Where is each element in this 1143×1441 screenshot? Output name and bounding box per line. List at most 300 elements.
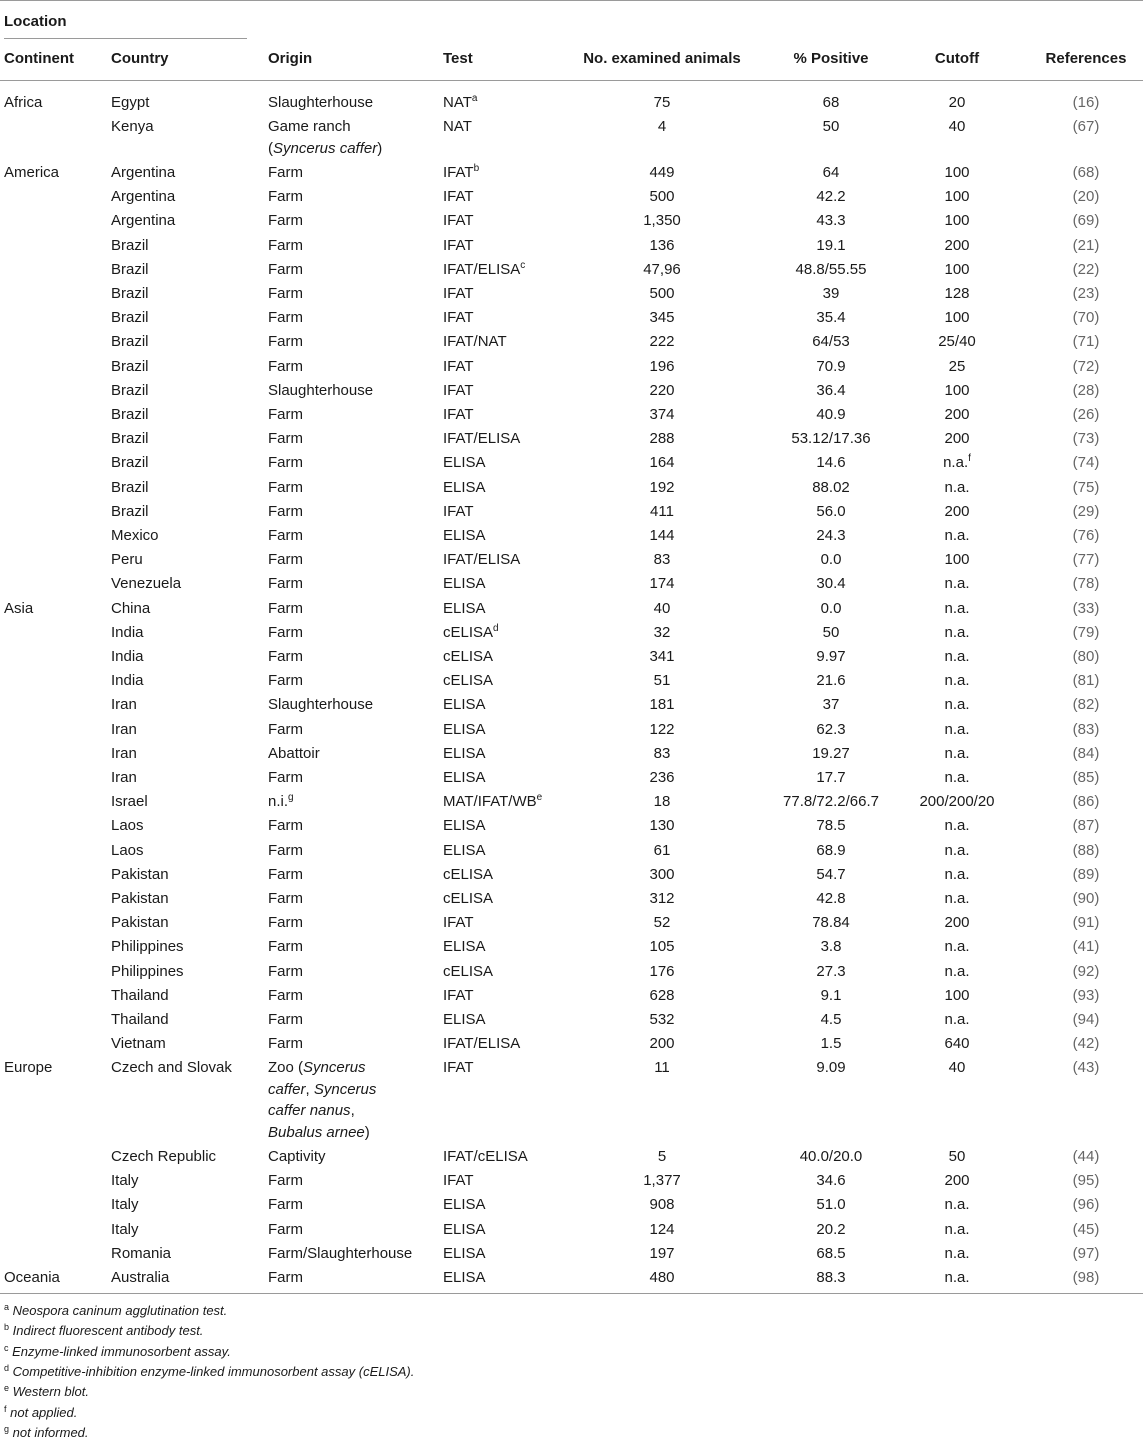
country-cell: Thailand xyxy=(111,1010,169,1028)
examined-cell: 480 xyxy=(649,1269,675,1286)
reference-cell: (22) xyxy=(1072,260,1100,278)
footnote-mark: a xyxy=(471,93,478,104)
origin-cell xyxy=(268,549,428,571)
table-row xyxy=(0,92,1143,114)
origin-cell xyxy=(268,646,428,668)
table-row xyxy=(0,404,1143,426)
origin-cell xyxy=(268,791,428,813)
top-rule xyxy=(0,0,1143,1)
test-cell: cELISA xyxy=(443,962,494,980)
country-cell: Israel xyxy=(111,793,148,811)
reference-cell: (70) xyxy=(1072,309,1100,327)
country-cell: Brazil xyxy=(111,236,149,254)
origin-line: Slaughterhouse xyxy=(268,94,374,111)
test-cell: IFAT xyxy=(443,502,474,520)
reference-cell: (78) xyxy=(1072,575,1100,593)
table-row xyxy=(0,1009,1143,1031)
country-cell: Pakistan xyxy=(111,914,169,932)
reference-cell: (23) xyxy=(1072,284,1100,302)
origin-line: caffer nanus, xyxy=(268,1102,355,1120)
positive-cell: 20.2 xyxy=(816,1220,846,1238)
country-cell: India xyxy=(111,672,144,690)
test-cell: IFAT/NAT xyxy=(443,333,507,351)
reference-cell: (21) xyxy=(1072,236,1100,254)
table-row xyxy=(0,162,1143,184)
footnote-text: not applied. xyxy=(10,1404,78,1420)
reference-cell: (95) xyxy=(1072,1172,1100,1190)
reference-cell: (67) xyxy=(1072,118,1100,136)
origin-line: Farm xyxy=(268,1035,303,1053)
cutoff-cell: 40 xyxy=(948,1059,966,1077)
positive-cell: 78.84 xyxy=(812,914,850,932)
reference-cell: (75) xyxy=(1072,478,1100,496)
footnote xyxy=(4,1425,89,1440)
country-cell: India xyxy=(111,623,144,641)
table-row xyxy=(0,235,1143,257)
table-row xyxy=(0,549,1143,571)
positive-cell: 40.9 xyxy=(816,405,846,423)
country-cell: Italy xyxy=(111,1172,139,1190)
positive-cell: 64/53 xyxy=(812,333,850,351)
origin-line: Farm xyxy=(268,405,303,423)
test-cell: ELISA xyxy=(443,1010,486,1028)
cutoff-cell: 100 xyxy=(944,212,970,230)
continent-cell: Europe xyxy=(4,1059,53,1077)
test-cell: ELISA xyxy=(443,599,486,617)
reference-cell: (98) xyxy=(1072,1269,1100,1286)
table-row xyxy=(0,116,1143,159)
examined-cell: 136 xyxy=(649,236,675,254)
examined-cell: 1,377 xyxy=(643,1172,681,1190)
origin-cell xyxy=(268,815,428,837)
table-row xyxy=(0,210,1143,232)
reference-cell: (96) xyxy=(1072,1196,1100,1214)
reference-cell: (26) xyxy=(1072,405,1100,423)
footnote xyxy=(4,1384,89,1399)
positive-cell: 19.1 xyxy=(816,236,846,254)
origin-cell xyxy=(268,1194,428,1216)
origin-line: Farm xyxy=(268,163,303,181)
cutoff-cell: n.a. xyxy=(944,623,970,641)
country-cell: Iran xyxy=(111,696,137,714)
cutoff-cell: n.a. xyxy=(944,1010,970,1028)
reference-cell: (97) xyxy=(1072,1244,1100,1262)
footnote-mark: d xyxy=(493,622,499,634)
examined-cell: 236 xyxy=(649,768,675,786)
footnote-text: not informed. xyxy=(12,1424,89,1440)
examined-cell: 75 xyxy=(653,94,671,111)
test-cell: ELISA xyxy=(443,1269,486,1286)
origin-line: Farm xyxy=(268,938,303,956)
origin-cell xyxy=(268,1057,428,1143)
origin-line: Farm xyxy=(268,914,303,932)
cutoff-cell: 100 xyxy=(944,381,970,399)
reference-cell: (42) xyxy=(1072,1035,1100,1053)
country-cell: Australia xyxy=(111,1269,170,1286)
examined-cell: 124 xyxy=(649,1220,675,1238)
footnote-text: Indirect fluorescent antibody test. xyxy=(12,1323,204,1339)
origin-line: Farm xyxy=(268,430,303,448)
location-group-rule xyxy=(4,38,247,39)
examined-cell: 192 xyxy=(649,478,675,496)
test-cell: ELISA xyxy=(443,575,486,593)
origin-line: Farm xyxy=(268,889,303,907)
origin-line: Abattoir xyxy=(268,744,320,762)
origin-line: Farm xyxy=(268,284,303,302)
test-cell: ELISA xyxy=(443,478,486,496)
examined-cell: 174 xyxy=(649,575,675,593)
test-cell: IFAT/ELISA xyxy=(443,1035,521,1053)
country-cell: Brazil xyxy=(111,430,149,448)
location-group-header: Location xyxy=(4,13,67,30)
cutoff-cell: 200 xyxy=(944,502,970,520)
positive-cell: 0.0 xyxy=(820,551,842,569)
examined-cell: 628 xyxy=(649,986,675,1004)
reference-cell: (77) xyxy=(1072,551,1100,569)
test-cell: ELISA xyxy=(443,526,486,544)
footnote-mark: c xyxy=(4,1342,9,1353)
footnote-mark: g xyxy=(288,792,294,804)
examined-cell: 61 xyxy=(653,841,671,859)
examined-cell: 51 xyxy=(653,672,671,690)
origin-line: Zoo (Syncerus xyxy=(268,1059,366,1077)
country-cell: Argentina xyxy=(111,212,176,230)
country-cell: Brazil xyxy=(111,260,149,278)
reference-cell: (44) xyxy=(1072,1148,1100,1165)
table-row xyxy=(0,815,1143,837)
table-row xyxy=(0,912,1143,934)
table-row xyxy=(0,380,1143,402)
positive-cell: 27.3 xyxy=(816,962,846,980)
cutoff-cell: 100 xyxy=(944,551,970,569)
examined-cell: 4 xyxy=(657,118,667,136)
test-cell: IFAT xyxy=(443,1059,474,1077)
examined-cell: 144 xyxy=(649,526,675,544)
origin-line: Farm xyxy=(268,309,303,327)
positive-cell: 39 xyxy=(822,284,840,302)
positive-cell: 35.4 xyxy=(816,309,846,327)
origin-line: Slaughterhouse xyxy=(268,696,374,714)
cutoff-cell: 100 xyxy=(944,309,970,327)
positive-cell: 56.0 xyxy=(816,502,846,520)
country-cell: Pakistan xyxy=(111,865,169,883)
origin-cell xyxy=(268,525,428,547)
reference-cell: (88) xyxy=(1072,841,1100,859)
origin-line: Farm/Slaughterhouse xyxy=(268,1244,413,1262)
origin-line: n.i.$^g$ xyxy=(268,792,294,811)
footnote-mark: e xyxy=(536,792,543,804)
examined-cell: 374 xyxy=(649,405,675,423)
origin-cell xyxy=(268,912,428,934)
positive-cell: 62.3 xyxy=(816,720,846,738)
origin-line: Farm xyxy=(268,865,303,883)
positive-cell: 42.2 xyxy=(816,188,846,206)
positive-cell: 9.97 xyxy=(816,647,846,665)
country-cell: Peru xyxy=(111,551,143,569)
cutoff-cell: 40 xyxy=(948,118,966,136)
origin-line: Farm xyxy=(268,672,303,690)
examined-cell: 288 xyxy=(649,430,675,448)
footnote-mark: a xyxy=(4,1302,10,1312)
origin-cell xyxy=(268,1219,428,1241)
country-cell: Kenya xyxy=(111,118,154,136)
country-cell: Iran xyxy=(111,720,137,738)
examined-cell: 5 xyxy=(657,1148,667,1165)
cutoff-cell: n.a. xyxy=(944,1244,970,1262)
origin-cell xyxy=(268,1146,428,1168)
table-row xyxy=(0,1267,1143,1289)
positive-cell: 50 xyxy=(822,118,840,136)
footnote xyxy=(4,1323,203,1338)
reference-cell: (84) xyxy=(1072,744,1100,762)
test-cell: ELISA xyxy=(443,696,486,714)
positive-cell: 68.5 xyxy=(816,1244,846,1262)
origin-cell xyxy=(268,961,428,983)
origin-cell xyxy=(268,283,428,305)
origin-line: Farm xyxy=(268,502,303,520)
test-cell: ELISA xyxy=(443,768,486,786)
table-row xyxy=(0,477,1143,499)
country-cell: Iran xyxy=(111,744,137,762)
test-cell: IFAT xyxy=(443,986,474,1004)
positive-cell: 42.8 xyxy=(816,889,846,907)
origin-cell xyxy=(268,452,428,474)
origin-line: Farm xyxy=(268,768,303,786)
origin-line: Farm xyxy=(268,526,303,544)
cutoff-cell: n.a. xyxy=(944,1269,970,1286)
cutoff-cell: 50 xyxy=(948,1148,966,1165)
examined-cell: 176 xyxy=(649,962,675,980)
header-country: Country xyxy=(111,50,169,67)
country-cell: Brazil xyxy=(111,333,149,351)
header-continent: Continent xyxy=(4,50,74,67)
reference-cell: (82) xyxy=(1072,696,1100,714)
examined-cell: 197 xyxy=(649,1244,675,1262)
header-cutoff: Cutoff xyxy=(934,50,980,67)
positive-cell: 36.4 xyxy=(816,381,846,399)
cutoff-cell: 200 xyxy=(944,405,970,423)
origin-line: Farm xyxy=(268,212,303,230)
origin-cell xyxy=(268,428,428,450)
table-row xyxy=(0,791,1143,813)
examined-cell: 196 xyxy=(649,357,675,375)
examined-cell: 345 xyxy=(649,309,675,327)
origin-line: Farm xyxy=(268,720,303,738)
origin-line: Farm xyxy=(268,454,303,472)
test-cell: ELISA xyxy=(443,454,486,472)
country-cell: Philippines xyxy=(111,962,184,980)
table-row xyxy=(0,1033,1143,1055)
table-row xyxy=(0,307,1143,329)
origin-cell xyxy=(268,622,428,644)
origin-line: Slaughterhouse xyxy=(268,381,374,399)
origin-line: Farm xyxy=(268,599,303,617)
origin-cell xyxy=(268,307,428,329)
examined-cell: 52 xyxy=(653,914,671,932)
test-cell: IFAT/ELISA xyxy=(443,551,521,569)
cutoff-cell: 128 xyxy=(944,284,970,302)
origin-cell xyxy=(268,235,428,257)
header-origin: Origin xyxy=(268,50,313,67)
origin-line: Farm xyxy=(268,623,303,641)
origin-line: Farm xyxy=(268,1172,303,1190)
footnote-mark: b xyxy=(4,1322,10,1333)
cutoff-cell: 20 xyxy=(948,94,966,111)
test-cell: IFAT xyxy=(443,1172,474,1190)
origin-cell xyxy=(268,186,428,208)
cutoff-cell: n.a. xyxy=(944,841,970,859)
origin-cell xyxy=(268,1033,428,1055)
header-examined-animals: No. examined animals xyxy=(583,50,741,67)
origin-cell xyxy=(268,598,428,620)
origin-cell xyxy=(268,767,428,789)
examined-cell: 18 xyxy=(653,793,671,811)
header-percent-positive: % Positive xyxy=(793,50,869,67)
examined-cell: 181 xyxy=(649,696,675,714)
positive-cell: 77.8/72.2/66.7 xyxy=(783,793,879,811)
test-cell: IFAT/cELISA xyxy=(443,1148,528,1165)
cutoff-cell: 200 xyxy=(944,236,970,254)
positive-cell: 50 xyxy=(822,623,840,641)
reference-cell: (74) xyxy=(1072,454,1100,472)
footnote xyxy=(4,1405,77,1420)
positive-cell: 9.09 xyxy=(816,1059,846,1077)
test-cell: ELISA xyxy=(443,1244,486,1262)
test-cell: IFAT/ELISA xyxy=(443,430,521,448)
country-cell: Argentina xyxy=(111,163,176,181)
examined-cell: 908 xyxy=(649,1196,675,1214)
positive-cell: 9.1 xyxy=(820,986,842,1004)
examined-cell: 200 xyxy=(649,1035,675,1053)
footnote-mark: b xyxy=(473,162,480,174)
origin-cell xyxy=(268,936,428,958)
examined-cell: 1,350 xyxy=(643,212,681,230)
footnote-text: Competitive-inhibition enzyme-linked immunosorbent assay (cELISA). xyxy=(12,1363,415,1379)
reference-cell: (85) xyxy=(1072,768,1100,786)
country-cell: Romania xyxy=(111,1244,172,1262)
country-cell: Brazil xyxy=(111,454,149,472)
origin-cell xyxy=(268,840,428,862)
table-row xyxy=(0,985,1143,1007)
origin-cell xyxy=(268,116,428,159)
table-row xyxy=(0,1219,1143,1241)
table-row xyxy=(0,525,1143,547)
reference-cell: (94) xyxy=(1072,1010,1100,1028)
table-row xyxy=(0,186,1143,208)
cutoff-cell: n.a. xyxy=(944,696,970,714)
reference-cell: (43) xyxy=(1072,1059,1100,1077)
examined-cell: 83 xyxy=(653,551,671,569)
reference-cell: (83) xyxy=(1072,720,1100,738)
positive-cell: 68 xyxy=(822,94,840,111)
country-cell: Thailand xyxy=(111,986,169,1004)
positive-cell: 37 xyxy=(822,696,840,714)
origin-cell xyxy=(268,92,428,114)
cutoff-cell: 100 xyxy=(944,163,970,181)
cutoff-cell: n.a. xyxy=(944,744,970,762)
cutoff-cell: n.a. xyxy=(944,575,970,593)
cutoff-cell: n.a. xyxy=(944,1220,970,1238)
origin-cell xyxy=(268,1009,428,1031)
origin-line: Farm xyxy=(268,333,303,351)
country-cell: Mexico xyxy=(111,526,159,544)
continent-cell: Africa xyxy=(4,94,43,111)
table-row xyxy=(0,598,1143,620)
test-cell: IFAT xyxy=(443,357,474,375)
test-cell: NAT$^a$ xyxy=(443,93,478,111)
footnote-mark: g xyxy=(4,1423,10,1434)
reference-cell: (90) xyxy=(1072,889,1100,907)
origin-cell xyxy=(268,864,428,886)
table-row xyxy=(0,864,1143,886)
positive-cell: 43.3 xyxy=(816,212,846,230)
cutoff-cell: n.a. xyxy=(944,526,970,544)
footnote xyxy=(4,1344,231,1359)
table-row xyxy=(0,1146,1143,1168)
reference-cell: (89) xyxy=(1072,865,1100,883)
table-row xyxy=(0,767,1143,789)
examined-cell: 222 xyxy=(649,333,675,351)
origin-line: Farm xyxy=(268,841,303,859)
test-cell: ELISA xyxy=(443,938,486,956)
footnote-mark: d xyxy=(4,1362,10,1373)
test-cell: cELISA xyxy=(443,865,494,883)
positive-cell: 68.9 xyxy=(816,841,846,859)
origin-cell xyxy=(268,743,428,765)
table-row xyxy=(0,331,1143,353)
cutoff-cell: 200 xyxy=(944,430,970,448)
test-cell: IFAT xyxy=(443,914,474,932)
origin-cell xyxy=(268,1170,428,1192)
origin-line: Farm xyxy=(268,1196,303,1214)
header-references: References xyxy=(1045,50,1127,67)
origin-line: (Syncerus caffer) xyxy=(268,139,383,157)
table-row xyxy=(0,1170,1143,1192)
country-cell: Iran xyxy=(111,768,137,786)
origin-line: Farm xyxy=(268,236,303,254)
reference-cell: (93) xyxy=(1072,986,1100,1004)
reference-cell: (81) xyxy=(1072,672,1100,690)
origin-line: Farm xyxy=(268,962,303,980)
origin-cell xyxy=(268,501,428,523)
table-row xyxy=(0,452,1143,474)
footnote xyxy=(4,1364,414,1379)
table-row xyxy=(0,840,1143,862)
test-cell: ELISA xyxy=(443,744,486,762)
positive-cell: 48.8/55.55 xyxy=(795,260,867,278)
examined-cell: 220 xyxy=(649,381,675,399)
country-cell: Czech Republic xyxy=(111,1148,217,1165)
country-cell: Venezuela xyxy=(111,575,182,593)
footnote-mark: e xyxy=(4,1383,10,1394)
table-row xyxy=(0,622,1143,644)
origin-cell xyxy=(268,670,428,692)
positive-cell: 78.5 xyxy=(816,817,846,835)
table-row xyxy=(0,1057,1143,1143)
reference-cell: (16) xyxy=(1072,94,1100,111)
country-cell: Brazil xyxy=(111,357,149,375)
positive-cell: 3.8 xyxy=(820,938,842,956)
positive-cell: 88.3 xyxy=(816,1269,846,1286)
origin-cell xyxy=(268,1243,428,1265)
table-row xyxy=(0,936,1143,958)
test-cell: IFAT xyxy=(443,284,474,302)
reference-cell: (45) xyxy=(1072,1220,1100,1238)
reference-cell: (72) xyxy=(1072,357,1100,375)
examined-cell: 40 xyxy=(653,599,671,617)
table-row xyxy=(0,573,1143,595)
cutoff-cell: n.a. xyxy=(944,962,970,980)
